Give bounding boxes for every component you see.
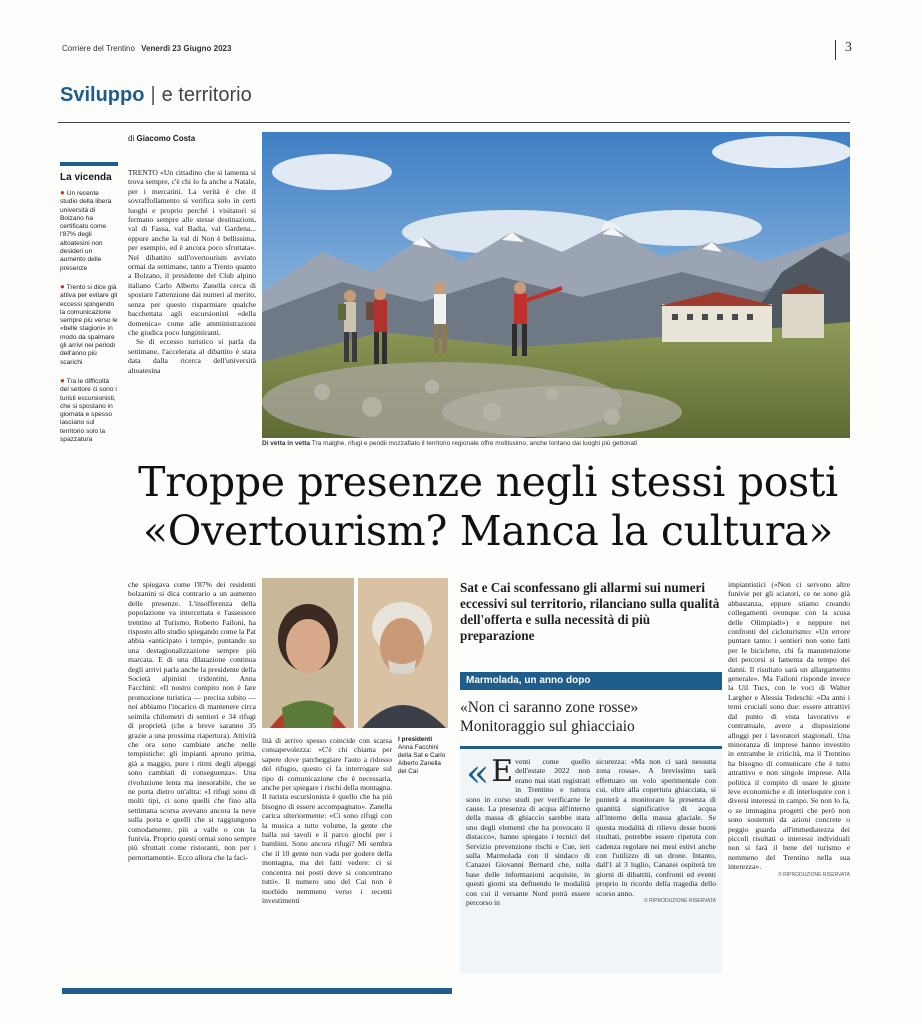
paper-name: Corriere del Trentino bbox=[62, 44, 135, 53]
section-sub: e territorio bbox=[161, 84, 252, 106]
masthead bbox=[62, 40, 852, 62]
headline bbox=[126, 458, 850, 556]
presidents-portraits-image bbox=[262, 578, 448, 728]
byline: di Giacomo Costa bbox=[128, 134, 196, 143]
footer-bar bbox=[62, 988, 452, 994]
author-name: Giacomo Costa bbox=[136, 134, 196, 143]
article-column-3 bbox=[262, 736, 392, 905]
article-paragraph: TRENTO «Un cittadino che si lamenta si trova sempre, c'è chi lo fa anche a Natale, per i mercatini. La verità è che il sovraffollamento si verifica solo in certi luoghi e proprio perché i visitatori si fermano sempre alle stesse destinazioni, val di Fassa, val Badia, val Gardena... eppure anche la val di Non è bellissima, per esempio, ed è ancora poco sfruttata». Nel dibattito sull'overtourism avviato ormai da settimane, tanto a Trento quanto a Bolzano, il presidente del Club alpino italiano Carlo Alberto Zanella cerca di spostare l'attenzione dai numeri al merito, senza per questo risparmiare qualche bacchettata agli escursionisti «della domenica» come alle amministrazioni che giudica poco lungimiranti. bbox=[128, 168, 256, 337]
bullet-icon: ● bbox=[60, 375, 65, 385]
sidebar-topbar bbox=[60, 162, 118, 166]
sidebar-item: ● Un recente studio della libera università di Bolzano ha certificato come l'87% degli altoatesini non desideri un aumento delle presenze bbox=[60, 188, 112, 272]
masthead-divider bbox=[835, 40, 836, 60]
box-headline-line-1: «Non ci saranno zone rosse» bbox=[460, 699, 639, 716]
article-deck: Sat e Cai sconfessano gli allarmi sui numeri eccessivi sul territorio, rilanciano sulla qualità dell'offerta e sulla necessità di più preparazione bbox=[460, 580, 720, 643]
sidebar-title: La vicenda bbox=[60, 172, 112, 183]
caption-lead: Di vetta in vetta bbox=[262, 440, 311, 447]
section-main: Sviluppo bbox=[60, 84, 145, 106]
sidebar-kicker: Marmolada, un anno dopo bbox=[460, 672, 722, 690]
box-copyright: © RIPRODUZIONE RISERVATA bbox=[644, 898, 716, 905]
marmolada-box bbox=[460, 746, 722, 973]
issue-date: Venerdì 23 Giugno 2023 bbox=[141, 44, 232, 53]
article-column-2 bbox=[128, 580, 256, 862]
bullet-icon: ● bbox=[60, 281, 65, 291]
box-column-1 bbox=[466, 751, 590, 908]
article-paragraph: impiantistici («Non ci servono altre funivie per gli sciatori, ce ne sono già abbastanza, eppure stiamo creando collegamenti ovunque con la scusa delle Olimpiadi») e neppure nei confronti del cicloturismo: «Un errore puntare tanto: i sentieri non sono fatti per le biciclette, chi fa manutenzione dei percorsi si lamenta da tempo dei danni. Il risultato sarà un allargamento generale». Ma Failoni risponde invece la Uil Tucs, con le voci di Walter Largher e Alessia Tedeschi: «Da anni i temi cruciali sono due: essere attrattivi dal punto di vista lavorativo e contrattuale, avere a disposizione alloggi per i lavoratori stagionali. Una minoranza di imprese hanno investito in entrambe le criticità, ma il Trentino ha bisogno di comunicare che è tutto attrattivo e non singole imprese. Alla politica il compito di usare le giuste leve economiche e di interloquire con i diversi interessi in campo. Se non lo fa, o se immagina progetti che però non sono sostenuti da azioni concrete o peggio guarda all'immediatezza dei piccoli risultati o interessi individuali non si farà il bene del turismo e nemmeno del Trentino nella sua interezza». bbox=[728, 580, 850, 872]
article-copyright: © RIPRODUZIONE RISERVATA bbox=[778, 871, 850, 878]
headline-line-2: «Overtourism? Manca la cultura» bbox=[143, 507, 833, 555]
drop-cap: E bbox=[491, 754, 514, 789]
photo-caption bbox=[262, 440, 850, 447]
sidebar-item: ● Tra le difficoltà del settore ci sono i turisti escursionisti, che si spostano in giornata e spesso lasciano sul territorio solo la spazzatura bbox=[60, 375, 117, 444]
box-column-2 bbox=[596, 757, 716, 904]
section-separator: | bbox=[150, 84, 156, 106]
hikers-photo bbox=[262, 132, 850, 438]
article-column-4 bbox=[728, 580, 850, 878]
portraits-caption-title: I presidenti bbox=[398, 736, 433, 743]
article-paragraph: lità di arrivo spesso coincide con scarsa consapevolezza: «C'è chi chiama per sapere dove parcheggiare l'auto a ridosso del rifugio, questo ci fa interrogare sul tipo di comunicazione che è necessaria, anche per spiegare i rischi della montagna. Il turista escursionista è quello che ha più bisogno di essere accompagnato». Zanella carica ulteriormente: «Ci sono rifugi con la musica a tutto volume, la gente che balla sui tavoli e il parco giochi per i bambini. Sono ancora rifugi? Mi sembra che il 10 gente non vada per godere della montagna, ma dei fatti vedere: ci si concentra nei posti dove si concentrano tutti». Il numero uno del Cai non è morbido nemmeno verso i recenti investimenti bbox=[262, 736, 392, 905]
box-headline bbox=[460, 698, 722, 736]
section-title bbox=[60, 84, 252, 107]
article-column-1 bbox=[128, 168, 256, 375]
sidebar-la-vicenda bbox=[60, 162, 118, 454]
quote-mark: « bbox=[466, 751, 490, 795]
mountain-landscape-image bbox=[262, 132, 850, 438]
caption-text: Tra malghe, rifugi e pendii mozzafiato il territorio regionale offre moltissimo, anche lontano dai luoghi più gettonati bbox=[311, 440, 638, 447]
sidebar-item: ● Trento si dice già attiva per evitare gli eccessi spingendo la comunicazione sempre più verso le «belle stagioni» in modo da spalmare gli arrivi nei periodi dell'anno più scarichi bbox=[60, 281, 118, 366]
portraits bbox=[262, 578, 448, 728]
page-number: 3 bbox=[845, 40, 852, 55]
bullet-icon: ● bbox=[60, 188, 65, 197]
headline-line-1: Troppe presenze negli stessi posti bbox=[138, 458, 838, 506]
section-rule bbox=[58, 122, 850, 123]
article-paragraph: Se di eccesso turistico si parla da settimane, l'accelerata al dibattito è stata data dalla ricerca dell'università altoatesina bbox=[128, 337, 256, 375]
portraits-caption-text: Anna Facchini della Sat e Carlo Alberto Zanella del Cai bbox=[398, 744, 446, 775]
box-paragraph: « E venti come quello dell'estate 2022 non erano mai stati registrati in Trentino e tuttora sono in corso studi per verificarne le cause. La presenza di acqua all'interno della massa di ghiaccio sarebbe stata uno degli elementi che ha provocato il distacco», hanno spiegato i tecnici del Servizio prevenzione rischi e Cue, ieri sulla Marmolada con il sindaco di Canazei Giovanni Bernard che, sulla base delle informazioni acquisite, in questi giorni sta definendo le modalità con cui il versante Nord potrà essere percorso in bbox=[466, 751, 590, 908]
portraits-caption bbox=[398, 736, 450, 776]
box-paragraph: sicurezza: «Ma non ci sarà nessuna zona rossa». A brevissimo sarà effettuato un volo sperimentale con cui, oltre alla copertura ghiacciata, si punterà a monitorare la presenza di quantità significative di acqua all'interno della massa glaciale. Se questa modalità di rilievo desse buoni risultati, potrebbe essere ripetuta con cadenza regolare nei mesi estivi anche con l'utilizzo di un drone. Intanto, dall'1 al 3 luglio, Canazei ospiterà tre giorni di dibattiti, confronti ed eventi proprio in ricordo della tragedia dello scorso anno. bbox=[596, 757, 716, 898]
article-paragraph: che spiegava come l'87% dei residenti bolzanini si dica contrario a un aumento delle presenze. L'insofferenza della popolazione va intercettata e l'assessore trentino al Turismo, Roberto Failoni, ha risposto allo studio spiegando come la Pat abbia «anticipato i tempi», puntando su una destagionalizzazione sempre più marcata. E di una dilatazione continua degli arrivi parla anche la presidente della Società alpinisti tridentini, Anna Facchini: «Il nostro compito non è fare promozione turistica — precisa subito — noi abbiamo l'incarico di mantenere circa seimila chilometri di sentieri e 34 rifugi di proprietà (che a breve saranno 35 grazie a una prossima riapertura). Attività che ora sono cambiate anche nelle tempistiche: gli impianti aprono prima, già a maggio, pure i ritmi degli alpeggi sono cambiati di conseguenza». Una rivoluzione lenta ma inesorabile, che se ne porta dietro un'altra: «I rifugi sono di molti tipi, ci sono quelli che fino alla settimana scorsa avevano ancora la neve sulla porta e quelli che si raggiungono comodamente, più a valle o con la funivia. Proprio questi ormai sono sempre più sfruttati come ristoranti, non per i pernottamenti». Ecco allora che la faci- bbox=[128, 580, 256, 862]
box-headline-line-2: Monitoraggio sul ghiacciaio bbox=[460, 718, 635, 735]
